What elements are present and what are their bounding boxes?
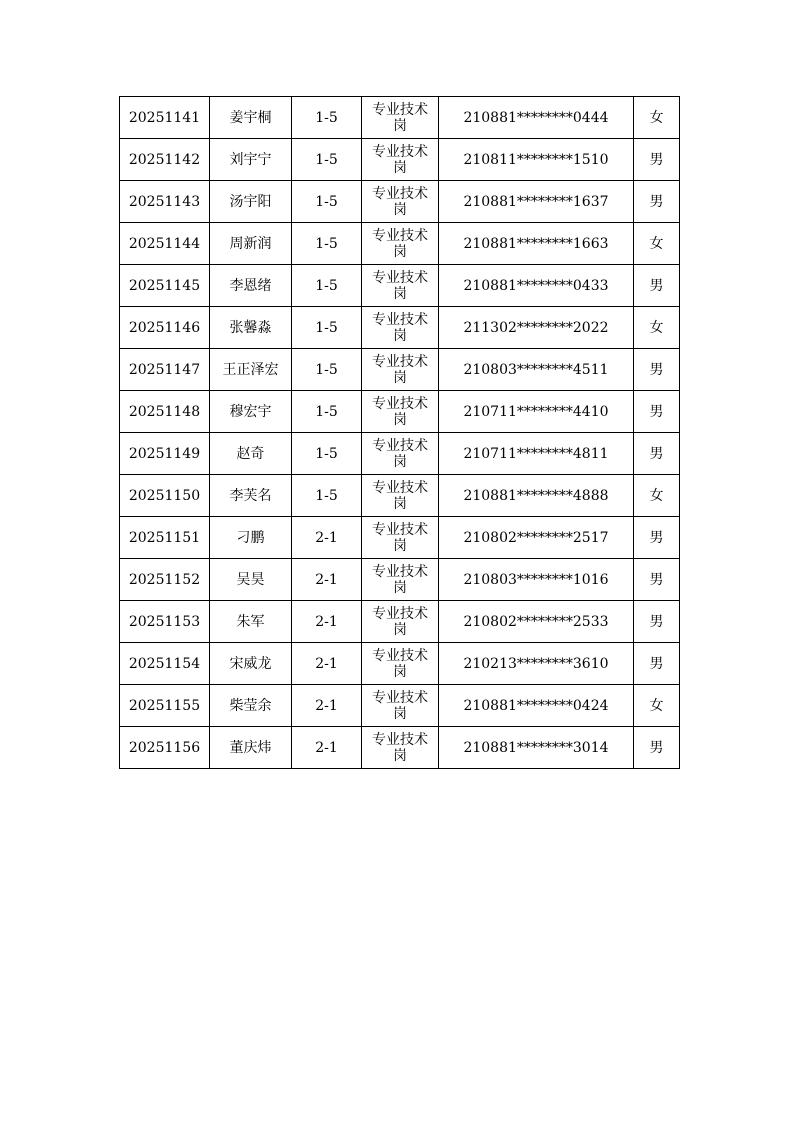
cell-gender: 男 bbox=[634, 601, 680, 643]
table-row bbox=[120, 265, 680, 307]
cell-id-card: 210711********4811 bbox=[439, 433, 634, 475]
table-row bbox=[120, 601, 680, 643]
cell-exam-number: 20251152 bbox=[120, 559, 210, 601]
cell-id-card: 210802********2533 bbox=[439, 601, 634, 643]
cell-name: 朱军 bbox=[210, 601, 292, 643]
cell-id-card: 210881********0444 bbox=[439, 97, 634, 139]
cell-gender: 男 bbox=[634, 559, 680, 601]
cell-post bbox=[362, 685, 439, 727]
cell-name: 吴昊 bbox=[210, 559, 292, 601]
cell-grade: 1-5 bbox=[292, 265, 362, 307]
cell-post-text: 专业技术岗 bbox=[372, 647, 428, 680]
cell-id-card: 210881********1663 bbox=[439, 223, 634, 265]
cell-post bbox=[362, 433, 439, 475]
cell-grade: 2-1 bbox=[292, 517, 362, 559]
cell-grade: 2-1 bbox=[292, 727, 362, 769]
cell-gender: 男 bbox=[634, 139, 680, 181]
cell-post bbox=[362, 265, 439, 307]
cell-exam-number: 20251150 bbox=[120, 475, 210, 517]
table-row bbox=[120, 685, 680, 727]
cell-post-text: 专业技术岗 bbox=[372, 101, 428, 134]
cell-grade: 1-5 bbox=[292, 139, 362, 181]
cell-post-text: 专业技术岗 bbox=[372, 143, 428, 176]
cell-name: 赵奇 bbox=[210, 433, 292, 475]
table-row bbox=[120, 97, 680, 139]
cell-exam-number: 20251144 bbox=[120, 223, 210, 265]
cell-post bbox=[362, 97, 439, 139]
cell-grade: 1-5 bbox=[292, 475, 362, 517]
cell-gender: 男 bbox=[634, 391, 680, 433]
table-row bbox=[120, 181, 680, 223]
table-row bbox=[120, 349, 680, 391]
cell-exam-number: 20251145 bbox=[120, 265, 210, 307]
cell-grade: 1-5 bbox=[292, 97, 362, 139]
cell-grade: 1-5 bbox=[292, 391, 362, 433]
cell-name: 刁鹏 bbox=[210, 517, 292, 559]
cell-gender: 男 bbox=[634, 727, 680, 769]
table-row bbox=[120, 727, 680, 769]
cell-name: 柴莹余 bbox=[210, 685, 292, 727]
cell-gender: 男 bbox=[634, 433, 680, 475]
cell-grade: 2-1 bbox=[292, 643, 362, 685]
cell-post-text: 专业技术岗 bbox=[372, 227, 428, 260]
cell-post bbox=[362, 517, 439, 559]
table-row bbox=[120, 307, 680, 349]
cell-id-card: 210881********3014 bbox=[439, 727, 634, 769]
cell-exam-number: 20251156 bbox=[120, 727, 210, 769]
cell-post bbox=[362, 601, 439, 643]
cell-post bbox=[362, 139, 439, 181]
cell-gender: 女 bbox=[634, 223, 680, 265]
cell-name: 董庆炜 bbox=[210, 727, 292, 769]
cell-id-card: 210881********0433 bbox=[439, 265, 634, 307]
cell-post bbox=[362, 223, 439, 265]
cell-exam-number: 20251153 bbox=[120, 601, 210, 643]
cell-grade: 2-1 bbox=[292, 685, 362, 727]
cell-id-card: 210803********1016 bbox=[439, 559, 634, 601]
cell-gender: 男 bbox=[634, 265, 680, 307]
cell-post-text: 专业技术岗 bbox=[372, 563, 428, 596]
cell-post-text: 专业技术岗 bbox=[372, 689, 428, 722]
cell-gender: 男 bbox=[634, 517, 680, 559]
cell-id-card: 210803********4511 bbox=[439, 349, 634, 391]
cell-exam-number: 20251148 bbox=[120, 391, 210, 433]
cell-grade: 1-5 bbox=[292, 433, 362, 475]
cell-post-text: 专业技术岗 bbox=[372, 395, 428, 428]
cell-post-text: 专业技术岗 bbox=[372, 311, 428, 344]
cell-name: 穆宏宇 bbox=[210, 391, 292, 433]
cell-gender: 男 bbox=[634, 349, 680, 391]
table-row bbox=[120, 391, 680, 433]
cell-exam-number: 20251154 bbox=[120, 643, 210, 685]
table-row bbox=[120, 433, 680, 475]
cell-post-text: 专业技术岗 bbox=[372, 731, 428, 764]
cell-post bbox=[362, 307, 439, 349]
cell-id-card: 210881********0424 bbox=[439, 685, 634, 727]
cell-id-card: 210711********4410 bbox=[439, 391, 634, 433]
cell-post bbox=[362, 391, 439, 433]
cell-grade: 1-5 bbox=[292, 349, 362, 391]
cell-post bbox=[362, 559, 439, 601]
roster-table-body bbox=[120, 97, 680, 769]
cell-gender: 女 bbox=[634, 307, 680, 349]
cell-exam-number: 20251142 bbox=[120, 139, 210, 181]
cell-post bbox=[362, 727, 439, 769]
table-row bbox=[120, 139, 680, 181]
cell-gender: 女 bbox=[634, 685, 680, 727]
cell-post bbox=[362, 643, 439, 685]
table-row bbox=[120, 643, 680, 685]
cell-exam-number: 20251149 bbox=[120, 433, 210, 475]
cell-grade: 1-5 bbox=[292, 181, 362, 223]
cell-id-card: 211302********2022 bbox=[439, 307, 634, 349]
cell-exam-number: 20251151 bbox=[120, 517, 210, 559]
cell-grade: 1-5 bbox=[292, 307, 362, 349]
cell-post-text: 专业技术岗 bbox=[372, 521, 428, 554]
roster-table bbox=[119, 96, 680, 769]
cell-grade: 1-5 bbox=[292, 223, 362, 265]
cell-exam-number: 20251146 bbox=[120, 307, 210, 349]
cell-exam-number: 20251143 bbox=[120, 181, 210, 223]
cell-id-card: 210811********1510 bbox=[439, 139, 634, 181]
cell-exam-number: 20251147 bbox=[120, 349, 210, 391]
cell-post-text: 专业技术岗 bbox=[372, 353, 428, 386]
cell-name: 李芙名 bbox=[210, 475, 292, 517]
cell-gender: 男 bbox=[634, 181, 680, 223]
table-row bbox=[120, 223, 680, 265]
cell-grade: 2-1 bbox=[292, 601, 362, 643]
cell-gender: 女 bbox=[634, 97, 680, 139]
cell-gender: 女 bbox=[634, 475, 680, 517]
cell-exam-number: 20251141 bbox=[120, 97, 210, 139]
cell-name: 刘宇宁 bbox=[210, 139, 292, 181]
cell-name: 张馨淼 bbox=[210, 307, 292, 349]
cell-name: 宋威龙 bbox=[210, 643, 292, 685]
cell-name: 周新润 bbox=[210, 223, 292, 265]
cell-id-card: 210213********3610 bbox=[439, 643, 634, 685]
cell-post-text: 专业技术岗 bbox=[372, 185, 428, 218]
table-row bbox=[120, 475, 680, 517]
cell-name: 王正泽宏 bbox=[210, 349, 292, 391]
cell-post bbox=[362, 181, 439, 223]
cell-id-card: 210881********1637 bbox=[439, 181, 634, 223]
cell-post bbox=[362, 349, 439, 391]
cell-post-text: 专业技术岗 bbox=[372, 605, 428, 638]
cell-grade: 2-1 bbox=[292, 559, 362, 601]
cell-exam-number: 20251155 bbox=[120, 685, 210, 727]
cell-id-card: 210802********2517 bbox=[439, 517, 634, 559]
cell-post bbox=[362, 475, 439, 517]
cell-gender: 男 bbox=[634, 643, 680, 685]
cell-post-text: 专业技术岗 bbox=[372, 437, 428, 470]
cell-id-card: 210881********4888 bbox=[439, 475, 634, 517]
cell-post-text: 专业技术岗 bbox=[372, 479, 428, 512]
table-row bbox=[120, 559, 680, 601]
cell-name: 姜宇桐 bbox=[210, 97, 292, 139]
cell-name: 汤宇阳 bbox=[210, 181, 292, 223]
cell-post-text: 专业技术岗 bbox=[372, 269, 428, 302]
cell-name: 李恩绪 bbox=[210, 265, 292, 307]
table-row bbox=[120, 517, 680, 559]
